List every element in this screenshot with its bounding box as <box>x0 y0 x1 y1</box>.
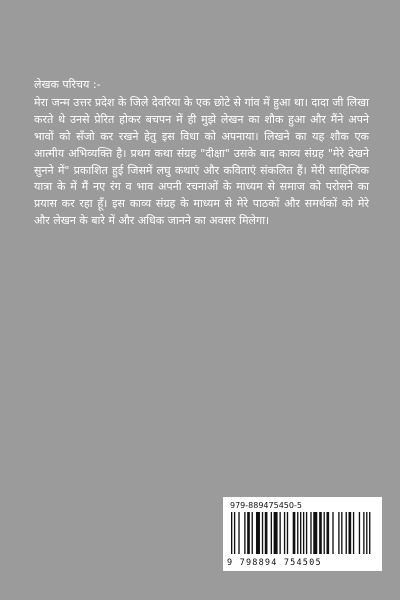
barcode-bars-graphic <box>230 512 375 554</box>
author-bio-heading: लेखक परिचय :- <box>34 78 101 91</box>
isbn-barcode <box>223 497 382 571</box>
isbn-number: 979-889475450-5 <box>230 501 302 510</box>
author-bio-text: मेरा जन्म उत्तर प्रदेश के जिले देवरिया के एक छोटे से गांव में हुआ था। दादा जी लिखा करते थे उनसे प्रेरित होकर बचपन में ही मुझे लेखन का शौक हुआ और मैंने अपने भावों को सँजो कर रखने हेतु इस विधा को अपनाया। लिखने का यह शौक एक आत्मीय अभिव्यक्ति है। प्रथम कथा संग्रह "दीक्षा" उसके बाद काव्य संग्रह "मेरे देखने सुनने में" प्रकाशित हुई जिसमें लघु कथाएं और कविताएं संकलित हैं। मेरी साहित्यिक यात्रा के में मैं नए रंग व भाव अपनी रचनाओं के माध्यम से समाज को परोसने का प्रयास कर रहा हूँ। इस काव्य संग्रह के माध्यम से मेरे पाठकों और समर्थकों को मेरे और लेखन के बारे में और अधिक जानने का अवसर मिलेगा। <box>34 95 369 228</box>
ean-digits: 9 798894 754505 <box>227 558 322 568</box>
author-bio-section <box>34 77 369 230</box>
